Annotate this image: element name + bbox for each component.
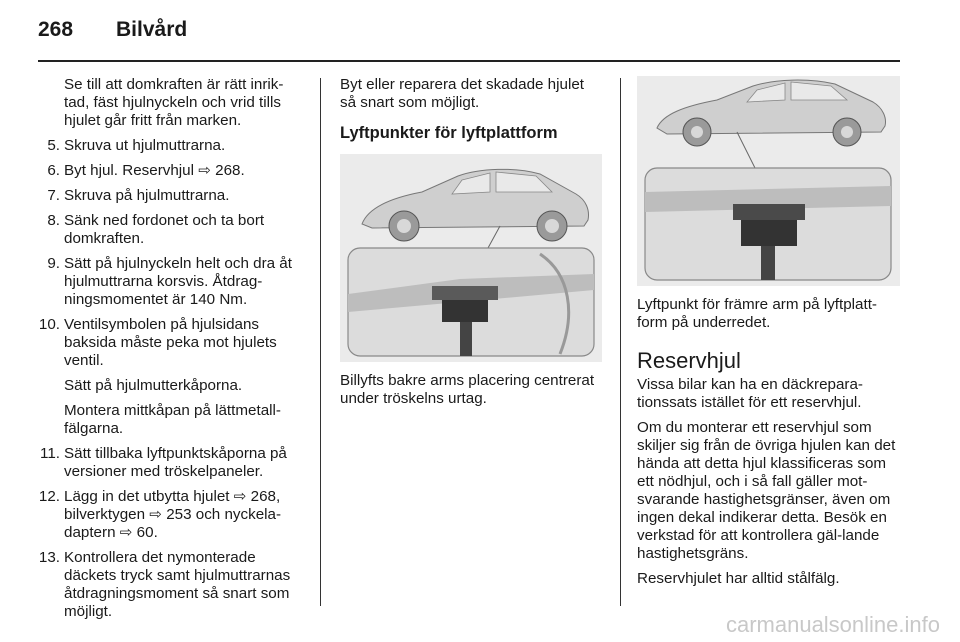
rear-lift-caption: Billyfts bakre arms placering centrerat under tröskelns urtag. [340, 372, 595, 407]
step-body [60, 162, 308, 180]
watermark: carmanualsonline.info [725, 612, 940, 637]
list-item [38, 255, 308, 309]
step-text: Sänk ned fordonet och ta bort domkraften. [64, 212, 265, 247]
step-number: 9. [47, 255, 60, 272]
list-item [38, 162, 308, 180]
step-number: 12. [38, 488, 60, 505]
step-number: 6. [47, 162, 60, 179]
spare-wheel-para-3: Reservhjulet har alltid stålfälg. [637, 570, 840, 587]
step-number: 5. [47, 137, 60, 154]
step-text: Sätt på hjulnyckeln helt och dra åt hjulmuttrarna korsvis. Åtdrag-ningsmomentet är 140 Nm. [64, 255, 292, 308]
list-item [38, 212, 308, 248]
step-text: Kontrollera det nymonterade däckets tryck samt hjulmuttrarnas åtdragningsmoment så snart som möjligt. [64, 549, 291, 620]
step-body [60, 137, 308, 155]
header-rule [38, 60, 900, 62]
step-number: 8. [47, 212, 60, 229]
column-2 [340, 76, 602, 415]
chapter-title: Bilvård [116, 18, 188, 41]
spare-wheel-para-2: Om du monterar ett reservhjul som skiljer sig från de övriga hjulen kan det hända att detta hjul klassificeras som ett nödhjul, och i så fall gäller mot-svarande hastighetsgränser, även om ingen dekal indikerar detta. Besök en verkstad för att kontrollera gäl-lande hastighetsgräns. [637, 419, 896, 562]
list-item [38, 316, 308, 438]
step-4-continued: Se till att domkraften är rätt inrik-tad, fäst hjulnyckeln och vrid tills hjulet går fritt från marken. [64, 76, 284, 129]
list-item [38, 187, 308, 205]
list-item [38, 488, 308, 542]
step-text: Skruva ut hjulmuttrarna. [64, 137, 226, 154]
column-3 [637, 76, 902, 595]
column-divider-2 [620, 78, 621, 606]
step-list [38, 137, 308, 621]
rear-lift-point-illustration [340, 154, 602, 362]
step-number: 13. [38, 549, 60, 566]
step-text: Ventilsymbolen på hjulsidans baksida måste peka mot hjulets ventil. [64, 316, 277, 369]
column-divider-1 [320, 78, 321, 606]
repair-note: Byt eller reparera det skadade hjulet så snart som möjligt. [340, 76, 584, 111]
front-lift-point-illustration [637, 76, 900, 286]
step-body [60, 316, 308, 438]
spare-wheel-para-1: Vissa bilar kan ha en däckrepara-tionssats istället för ett reservhjul. [637, 376, 863, 411]
step-number: 10. [38, 316, 60, 333]
step-body [60, 255, 308, 309]
page-number: 268 [38, 18, 74, 41]
step-text: Byt hjul. Reservhjul ⇨ 268. [64, 162, 245, 179]
step-text: Skruva på hjulmuttrarna. [64, 187, 230, 204]
step-text: Lägg in det utbytta hjulet ⇨ 268, bilverktygen ⇨ 253 och nyckela-daptern ⇨ 60. [64, 488, 282, 541]
step-body [60, 549, 308, 621]
step-text: Montera mittkåpan på lättmetall-fälgarna. [64, 402, 281, 437]
step-text: Sätt tillbaka lyftpunktskåporna på versioner med tröskelpaneler. [64, 445, 287, 480]
step-number: 11. [40, 445, 60, 462]
step-body [60, 187, 308, 205]
list-item [38, 137, 308, 155]
list-item [38, 445, 308, 481]
step-body [60, 212, 308, 248]
list-item [38, 549, 308, 621]
front-lift-caption: Lyftpunkt för främre arm på lyftplatt-form på underredet. [637, 296, 877, 331]
step-body [60, 488, 308, 542]
step-number: 7. [47, 187, 60, 204]
step-body [60, 445, 308, 481]
column-1 [38, 76, 308, 628]
lift-points-heading: Lyftpunkter för lyftplattform [340, 124, 558, 142]
spare-wheel-heading: Reservhjul [637, 348, 741, 373]
step-text: Sätt på hjulmutterkåporna. [64, 377, 243, 394]
